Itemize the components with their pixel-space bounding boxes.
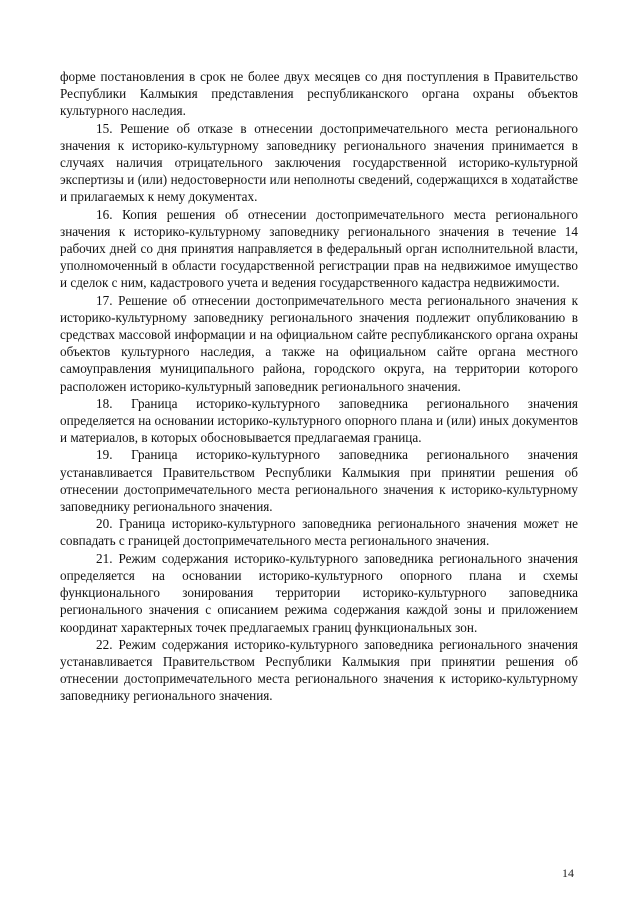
paragraph-continuation: форме постановления в срок не более двух месяцев со дня поступления в Правительство Республики Калмыкия представления республиканского органа охраны объектов культурного наследия.: [60, 69, 578, 119]
paragraph-16: 16. Копия решения об отнесении достопримечательного места регионального значения к историко-культурному заповеднику регионального значения в течение 14 рабочих дней со дня принятия направляется в федеральный орган исполнительной власти, уполномоченный в области государственной регистрации прав на недвижимое имущество и сделок с ним, кадастрового учета и ведения государственного кадастра недвижимости.: [60, 206, 578, 291]
paragraph-17: 17. Решение об отнесении достопримечательного места регионального значения к историко-культурному заповеднику регионального значения подлежит опубликованию в средствах массовой информации и на официальном сайте республиканского органа охраны объектов культурного наследия, а также на официальном сайте органа местного самоуправления муниципального района, городского округа, на территории которого расположен историко-культурный заповедник регионального значения.: [60, 292, 578, 394]
paragraph-21: 21. Режим содержания историко-культурного заповедника регионального значения определяется на основании историко-культурного опорного плана и схемы функционального зонирования территории историко-культурного заповедника регионального значения с описанием режима содержания каждой зоны и приложением координат характерных точек предлагаемых границ функциональных зон.: [60, 550, 578, 635]
page-number: 14: [562, 866, 574, 880]
document-body: [60, 68, 578, 705]
paragraph-18: 18. Граница историко-культурного заповедника регионального значения определяется на основании историко-культурного опорного плана и (или) иных документов и материалов, в которых обосновывается предлагаемая граница.: [60, 395, 578, 446]
paragraph-20: 20. Граница историко-культурного заповедника регионального значения может не совпадать с границей достопримечательного места регионального значения.: [60, 516, 578, 549]
paragraph-19: 19. Граница историко-культурного заповедника регионального значения устанавливается Правительством Республики Калмыкия при принятии решения об отнесении достопримечательного места регионального значения к историко-культурному заповеднику регионального значения.: [60, 447, 578, 515]
paragraph-15: 15. Решение об отказе в отнесении достопримечательного места регионального значения к историко-культурному заповеднику регионального значения принимается в случаях наличия отрицательного заключения государственной историко-культурной экспертизы и (или) недостоверности или неполноты сведений, содержащихся в ходатайстве и прилагаемых к нему документах.: [60, 120, 578, 205]
paragraph-22: 22. Режим содержания историко-культурного заповедника регионального значения устанавливается Правительством Республики Калмыкия при принятии решения об отнесении достопримечательного места регионального значения к историко-культурному заповеднику регионального значения.: [60, 636, 578, 704]
